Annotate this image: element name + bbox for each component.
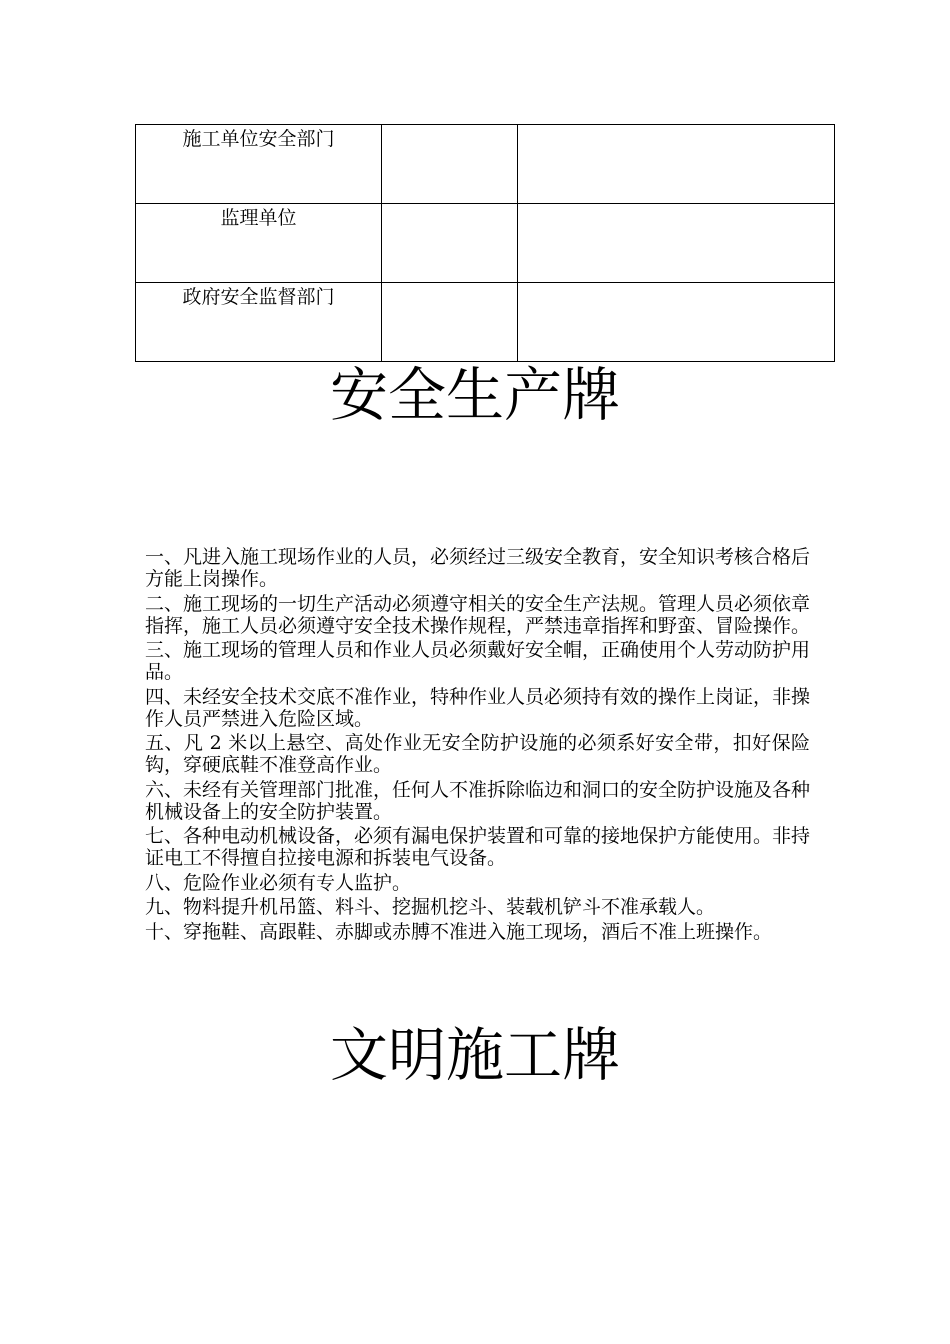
signature-table [135, 124, 835, 362]
table-cell-blank [382, 125, 518, 204]
list-item: 八、危险作业必须有专人监护。 [145, 871, 412, 894]
safety-sign-title: 安全生产牌 [329, 361, 620, 429]
list-item: 一、凡进入施工现场作业的人员，必须经过三级安全教育，安全知识考核合格后方能上岗操作。 [145, 546, 811, 590]
list-item: 四、未经安全技术交底不准作业，特种作业人员必须持有效的操作上岗证，非操作人员严禁进入危险区域。 [145, 685, 811, 730]
civil-construction-sign-title: 文明施工牌 [329, 1021, 620, 1089]
table-cell-blank [518, 204, 835, 283]
list-item: 七、各种电动机械设备，必须有漏电保护装置和可靠的接地保护方能使用。非持证电工不得擅自拉接电源和拆装电气设备。 [145, 825, 811, 869]
table-cell-blank [518, 283, 835, 362]
table-cell-blank [382, 283, 518, 362]
table-cell-department: 政府安全监督部门 [136, 283, 382, 362]
list-item: 十、穿拖鞋、高跟鞋、赤脚或赤膊不准进入施工现场，酒后不准上班操作。 [145, 920, 773, 943]
table-cell-department: 监理单位 [136, 204, 382, 283]
table-cell-department: 施工单位安全部门 [136, 125, 382, 204]
table-row [136, 204, 835, 283]
table-cell-blank [382, 204, 518, 283]
list-item: 二、施工现场的一切生产活动必须遵守相关的安全生产法规。管理人员必须依章指挥，施工人员必须遵守安全技术操作规程，严禁违章指挥和野蛮、冒险操作。 [145, 592, 811, 637]
list-item: 九、物料提升机吊篮、料斗、挖掘机挖斗、装载机铲斗不准承载人。 [145, 896, 716, 918]
list-item: 五、凡 2 米以上悬空、高处作业无安全防护设施的必须系好安全带，扣好保险钩，穿硬底鞋不准登高作业。 [145, 732, 810, 776]
table-row [136, 283, 835, 362]
list-item: 三、施工现场的管理人员和作业人员必须戴好安全帽，正确使用个人劳动防护用品。 [145, 639, 811, 683]
table-row [136, 125, 835, 204]
list-item: 六、未经有关管理部门批准，任何人不准拆除临边和洞口的安全防护设施及各种机械设备上的安全防护装置。 [145, 778, 811, 823]
table-cell-blank [518, 125, 835, 204]
safety-rules-list [145, 546, 810, 945]
